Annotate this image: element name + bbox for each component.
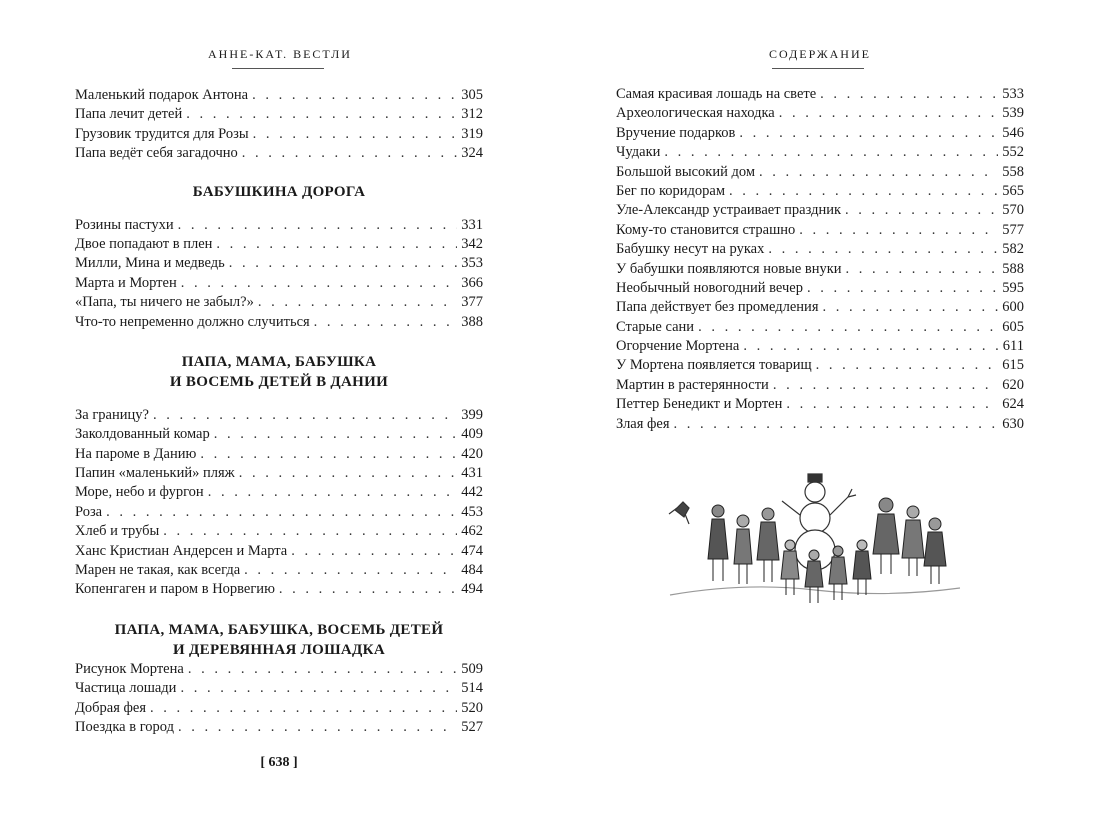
head-rule bbox=[232, 68, 324, 69]
toc-entry-page: 611 bbox=[1002, 338, 1024, 355]
toc-entry-title: Петтер Бенедикт и Мортен bbox=[616, 396, 783, 413]
toc-group bbox=[75, 86, 483, 164]
toc-entry-title: Роза bbox=[75, 503, 103, 520]
dot-leader bbox=[208, 483, 458, 502]
toc-entry-title: Милли, Мина и медведь bbox=[75, 255, 225, 272]
dot-leader bbox=[242, 144, 457, 163]
section-title: ПАПА, МАМА, БАБУШКА И ВОСЕМЬ ДЕТЕЙ В ДАНИИ bbox=[169, 353, 389, 390]
toc-entry-page: 462 bbox=[461, 523, 483, 540]
toc-entry bbox=[75, 125, 483, 144]
toc-entry bbox=[616, 240, 1024, 259]
toc-entry bbox=[616, 85, 1024, 104]
toc-entry-page: 420 bbox=[461, 445, 483, 462]
toc-entry bbox=[75, 406, 483, 425]
toc-entry-page: 324 bbox=[461, 145, 483, 162]
toc-entry-title: Добрая фея bbox=[75, 699, 146, 716]
toc-entry-page: 331 bbox=[461, 216, 483, 233]
toc-entry bbox=[75, 105, 483, 124]
toc-entry-title: За границу? bbox=[75, 406, 149, 423]
toc-entry-title: Марта и Мортен bbox=[75, 274, 177, 291]
dot-leader bbox=[244, 561, 457, 580]
dot-leader bbox=[186, 105, 457, 124]
toc-entry bbox=[75, 313, 483, 332]
dot-leader bbox=[799, 221, 998, 240]
toc-entry-title: Бабушку несут на руках bbox=[616, 241, 765, 258]
toc-entry-page: 605 bbox=[1002, 318, 1024, 335]
dot-leader bbox=[229, 254, 457, 273]
dot-leader bbox=[178, 718, 457, 737]
toc-entry-title: У бабушки появляются новые внуки bbox=[616, 260, 842, 277]
toc-entry-title: Большой высокий дом bbox=[616, 163, 756, 180]
toc-entry bbox=[75, 718, 483, 737]
dot-leader bbox=[150, 699, 457, 718]
dot-leader bbox=[816, 356, 999, 375]
dot-leader bbox=[743, 337, 998, 356]
toc-entry bbox=[75, 86, 483, 105]
toc-entry-page: 582 bbox=[1002, 241, 1024, 258]
toc-entry-page: 474 bbox=[461, 542, 483, 559]
toc-entry-page: 565 bbox=[1002, 182, 1024, 199]
toc-entry-title: Папа лечит детей bbox=[75, 106, 183, 123]
toc-entry-page: 527 bbox=[461, 718, 483, 735]
running-head-author: АННЕ-КАТ. ВЕСТЛИ bbox=[208, 47, 352, 61]
toc-entry-page: 600 bbox=[1002, 299, 1024, 316]
head-rule bbox=[772, 68, 864, 69]
toc-entry bbox=[616, 298, 1024, 317]
toc-entry-title: Розины пастухи bbox=[75, 216, 174, 233]
toc-entry bbox=[616, 376, 1024, 395]
dot-leader bbox=[820, 85, 998, 104]
toc-entry bbox=[75, 699, 483, 718]
dot-leader bbox=[291, 542, 457, 561]
toc-entry-page: 388 bbox=[461, 313, 483, 330]
toc-entry-title: Грузовик трудится для Розы bbox=[75, 125, 249, 142]
dot-leader bbox=[822, 298, 998, 317]
dot-leader bbox=[773, 376, 998, 395]
toc-entry bbox=[75, 216, 483, 235]
toc-entry bbox=[616, 415, 1024, 434]
toc-entry-page: 620 bbox=[1002, 376, 1024, 393]
dot-leader bbox=[729, 182, 998, 201]
toc-entry-page: 366 bbox=[461, 274, 483, 291]
toc-entry bbox=[75, 274, 483, 293]
toc-entry-page: 588 bbox=[1002, 260, 1024, 277]
toc-entry-title: Хлеб и трубы bbox=[75, 523, 160, 540]
right-page bbox=[550, 0, 1100, 825]
toc-entry-title: Море, небо и фургон bbox=[75, 484, 204, 501]
toc-entry-page: 595 bbox=[1002, 279, 1024, 296]
toc-entry-title: Необычный новогодний вечер bbox=[616, 279, 803, 296]
toc-entry-page: 312 bbox=[461, 106, 483, 123]
toc-entry-title: Рисунок Мортена bbox=[75, 660, 184, 677]
toc-entry-page: 514 bbox=[461, 680, 483, 697]
toc-entry bbox=[75, 144, 483, 163]
dot-leader bbox=[846, 260, 999, 279]
toc-entry-page: 431 bbox=[461, 465, 483, 482]
dot-leader bbox=[239, 464, 458, 483]
toc-entry bbox=[616, 337, 1024, 356]
section-title: ПАПА, МАМА, БАБУШКА, ВОСЕМЬ ДЕТЕЙ И ДЕРЕВЯННАЯ ЛОШАДКА bbox=[114, 621, 444, 658]
dot-leader bbox=[314, 313, 458, 332]
toc-entry-title: Мартин в растерянности bbox=[616, 376, 769, 393]
toc-entry bbox=[75, 254, 483, 273]
toc-entry-page: 319 bbox=[461, 125, 483, 142]
toc-entry bbox=[75, 445, 483, 464]
toc-entry bbox=[616, 356, 1024, 375]
toc-entry bbox=[616, 124, 1024, 143]
dot-leader bbox=[253, 125, 458, 144]
toc-left bbox=[75, 86, 483, 737]
toc-entry-title: Вручение подарков bbox=[616, 124, 736, 141]
toc-entry-title: Уле-Александр устраивает праздник bbox=[616, 202, 842, 219]
toc-entry-page: 484 bbox=[461, 562, 483, 579]
toc-entry bbox=[75, 483, 483, 502]
dot-leader bbox=[200, 445, 457, 464]
toc-entry-page: 533 bbox=[1002, 86, 1024, 102]
toc-entry-page: 539 bbox=[1002, 105, 1024, 122]
dot-leader bbox=[779, 104, 999, 123]
toc-group bbox=[75, 216, 483, 332]
dot-leader bbox=[188, 660, 457, 679]
toc-entry bbox=[616, 260, 1024, 279]
toc-entry bbox=[616, 318, 1024, 337]
toc-entry-page: 558 bbox=[1002, 163, 1024, 180]
toc-entry-title: Огорчение Мортена bbox=[616, 338, 740, 355]
toc-entry-title: Археологическая находка bbox=[616, 105, 775, 122]
dot-leader bbox=[664, 143, 998, 162]
dot-leader bbox=[163, 522, 457, 541]
toc-entry bbox=[616, 143, 1024, 162]
toc-entry-page: 509 bbox=[461, 660, 483, 677]
toc-entry-title: Кому-то становится страшно bbox=[616, 221, 796, 238]
toc-entry-title: Злая фея bbox=[616, 415, 670, 432]
dot-leader bbox=[674, 415, 999, 434]
toc-entry-title: На пароме в Данию bbox=[75, 445, 197, 462]
toc-entry-title: Марен не такая, как всегда bbox=[75, 562, 241, 579]
toc-entry bbox=[616, 163, 1024, 182]
winter-round-dance-illustration bbox=[665, 470, 965, 610]
toc-entry-title: «Папа, ты ничего не забыл?» bbox=[75, 294, 254, 311]
toc-entry bbox=[616, 182, 1024, 201]
dot-leader bbox=[153, 406, 457, 425]
toc-entry-page: 453 bbox=[461, 503, 483, 520]
dot-leader bbox=[759, 163, 998, 182]
dot-leader bbox=[786, 395, 998, 414]
toc-entry bbox=[616, 201, 1024, 220]
section-title: БАБУШКИНА ДОРОГА bbox=[192, 183, 366, 200]
toc-entry bbox=[75, 293, 483, 312]
toc-entry bbox=[75, 561, 483, 580]
toc-entry-page: 577 bbox=[1002, 221, 1024, 238]
toc-entry-title: Частица лошади bbox=[75, 680, 177, 697]
page-number: [ 638 ] bbox=[260, 755, 298, 770]
toc-entry-page: 409 bbox=[461, 426, 483, 443]
toc-entry-page: 399 bbox=[461, 406, 483, 423]
toc-entry bbox=[616, 279, 1024, 298]
dot-leader bbox=[807, 279, 998, 298]
dot-leader bbox=[180, 679, 457, 698]
toc-entry-title: Бег по коридорам bbox=[616, 182, 726, 199]
toc-entry bbox=[75, 425, 483, 444]
toc-entry-title: Что-то непременно должно случиться bbox=[75, 313, 310, 330]
toc-entry-page: 520 bbox=[461, 699, 483, 716]
toc-entry-title: Заколдованный комар bbox=[75, 426, 210, 443]
toc-entry-title: Папа действует без промедления bbox=[616, 299, 819, 316]
toc-entry-title: Поездка в город bbox=[75, 718, 175, 735]
toc-entry-page: 546 bbox=[1002, 124, 1024, 141]
dot-leader bbox=[106, 503, 457, 522]
toc-group bbox=[616, 85, 1024, 434]
toc-entry-page: 305 bbox=[461, 87, 483, 103]
toc-entry-title: Самая красивая лошадь на свете bbox=[616, 86, 817, 102]
toc-entry-title: Маленький подарок Антона bbox=[75, 87, 249, 103]
dot-leader bbox=[252, 86, 457, 105]
toc-entry-page: 342 bbox=[461, 235, 483, 252]
dot-leader bbox=[768, 240, 998, 259]
toc-entry-page: 442 bbox=[461, 484, 483, 501]
dot-leader bbox=[214, 425, 458, 444]
toc-entry-title: Ханс Кристиан Андерсен и Марта bbox=[75, 542, 288, 559]
toc-entry-title: Копенгаген и паром в Норвегию bbox=[75, 581, 275, 598]
dot-leader bbox=[739, 124, 998, 143]
dot-leader bbox=[216, 235, 457, 254]
toc-entry bbox=[75, 464, 483, 483]
dot-leader bbox=[698, 318, 998, 337]
toc-entry bbox=[75, 679, 483, 698]
toc-entry bbox=[616, 104, 1024, 123]
toc-entry-title: Папа ведёт себя загадочно bbox=[75, 145, 238, 162]
dot-leader bbox=[258, 293, 457, 312]
toc-entry bbox=[616, 395, 1024, 414]
toc-entry-title: Двое попадают в плен bbox=[75, 235, 213, 252]
toc-entry bbox=[75, 660, 483, 679]
toc-entry-page: 615 bbox=[1002, 357, 1024, 374]
toc-entry-title: Папин «маленький» пляж bbox=[75, 465, 235, 482]
dot-leader bbox=[181, 274, 458, 293]
toc-entry bbox=[75, 542, 483, 561]
toc-entry-page: 570 bbox=[1002, 202, 1024, 219]
dot-leader bbox=[845, 201, 998, 220]
toc-entry-title: Чудаки bbox=[616, 144, 661, 161]
toc-entry-page: 353 bbox=[461, 255, 483, 272]
toc-entry bbox=[75, 503, 483, 522]
toc-entry-page: 624 bbox=[1002, 396, 1024, 413]
toc-entry-page: 552 bbox=[1002, 144, 1024, 161]
toc-entry bbox=[75, 580, 483, 599]
toc-group bbox=[75, 660, 483, 738]
toc-entry bbox=[75, 235, 483, 254]
dot-leader bbox=[178, 216, 458, 235]
toc-right bbox=[616, 85, 1024, 434]
toc-entry-title: Старые сани bbox=[616, 318, 695, 335]
dot-leader bbox=[279, 580, 457, 599]
toc-entry-page: 630 bbox=[1002, 415, 1024, 432]
running-head-contents: СОДЕРЖАНИЕ bbox=[769, 47, 871, 61]
toc-entry bbox=[616, 221, 1024, 240]
toc-entry-page: 377 bbox=[461, 294, 483, 311]
toc-entry-page: 494 bbox=[461, 581, 483, 598]
toc-entry-title: У Мортена появляется товарищ bbox=[616, 357, 812, 374]
toc-entry bbox=[75, 522, 483, 541]
toc-group bbox=[75, 406, 483, 600]
